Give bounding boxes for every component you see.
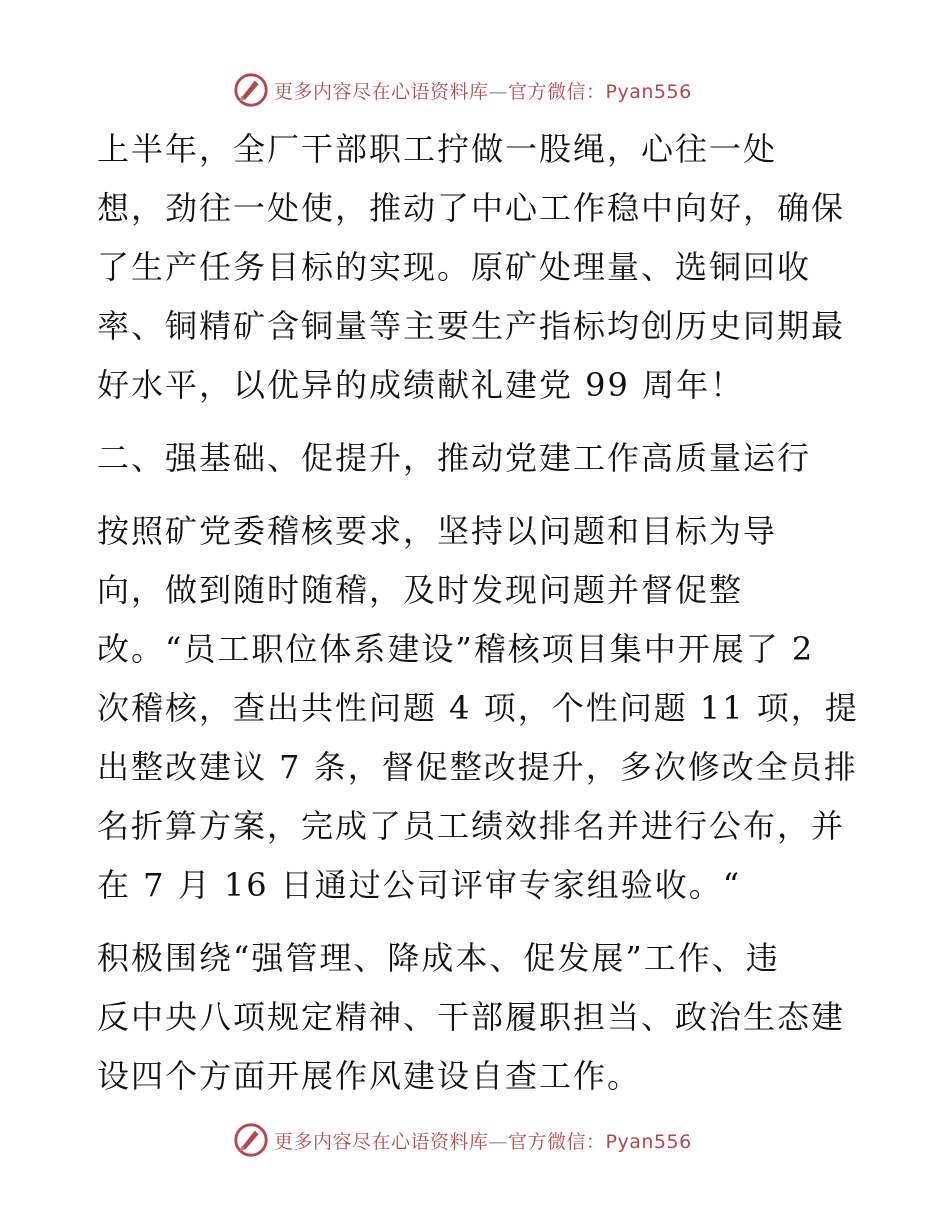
watermark-separator: — xyxy=(488,80,509,103)
watermark-contact: 官方微信：Pyan556 xyxy=(508,80,692,103)
text-line: 反中央八项规定精神、干部履职担当、政治生态建 xyxy=(97,998,846,1036)
watermark-separator: — xyxy=(488,1130,509,1153)
text-line: 向，做到随时随稽，及时发现问题并督促整 xyxy=(97,571,744,609)
text-line: 了生产任务目标的实现。原矿处理量、选铜回收 xyxy=(97,248,812,286)
text-line: 上半年，全厂干部职工拧做一股绳，心往一处 xyxy=(97,130,778,168)
brand-logo-icon xyxy=(232,1121,270,1159)
text-line: 次稽核，查出共性问题 4 项，个性问题 11 项，提 xyxy=(97,689,859,727)
text-line: 名折算方案，完成了员工绩效排名并进行公布，并 xyxy=(97,807,846,845)
text-line: 在 7 月 16 日通过公司评审专家组验收。“ xyxy=(97,866,742,904)
text-line: 设四个方面开展作风建设自查工作。 xyxy=(97,1057,642,1095)
section-heading xyxy=(97,429,857,488)
paragraph-summary xyxy=(97,120,857,415)
watermark-text xyxy=(274,77,692,104)
watermark-text xyxy=(274,1127,692,1154)
text-line: 改。“员工职位体系建设”稽核项目集中开展了 2 xyxy=(97,630,815,668)
text-line: 按照矿党委稽核要求，坚持以问题和目标为导 xyxy=(97,512,778,550)
header-watermark xyxy=(232,70,692,110)
text-line: 积极围绕“强管理、降成本、促发展”工作、违 xyxy=(97,939,780,977)
paragraph-style-review xyxy=(97,929,857,1106)
watermark-contact: 官方微信：Pyan556 xyxy=(508,1130,692,1153)
text-line: 想，劲往一处使，推动了中心工作稳中向好，确保 xyxy=(97,189,846,227)
paragraph-audit xyxy=(97,502,857,915)
footer-watermark xyxy=(232,1120,692,1160)
watermark-brand: 更多内容尽在心语资料库 xyxy=(274,1130,489,1153)
watermark-brand: 更多内容尽在心语资料库 xyxy=(274,80,489,103)
brand-logo-icon xyxy=(232,71,270,109)
heading-line: 二、强基础、促提升，推动党建工作高质量运行 xyxy=(97,439,812,477)
document-body xyxy=(97,120,857,1106)
text-line: 好水平，以优异的成绩献礼建党 99 周年！ xyxy=(97,366,745,404)
text-line: 出整改建议 7 条，督促整改提升，多次修改全员排 xyxy=(97,748,858,786)
text-line: 率、铜精矿含铜量等主要生产指标均创历史同期最 xyxy=(97,307,846,345)
